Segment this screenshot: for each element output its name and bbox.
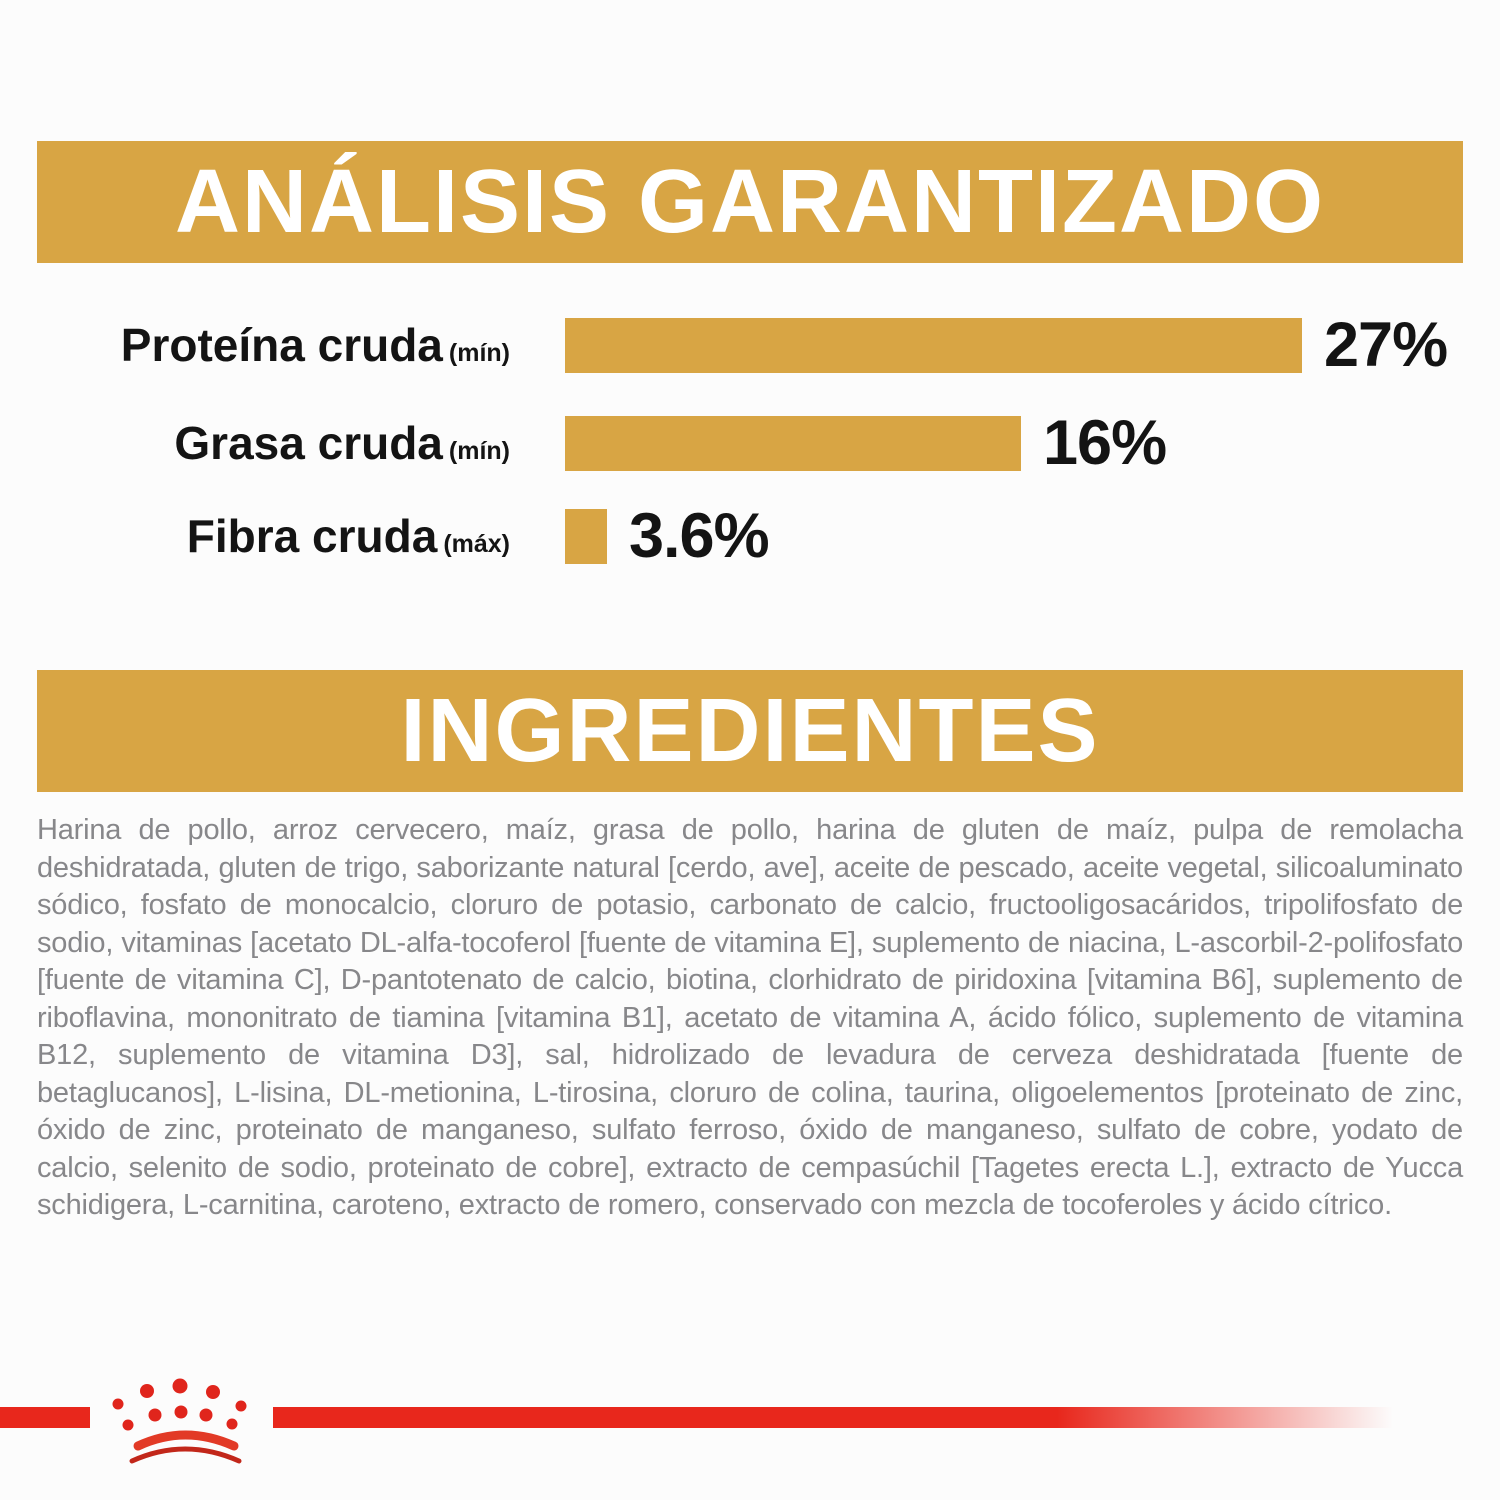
ingredients-text: Harina de pollo, arroz cervecero, maíz, grasa de pollo, harina de gluten de maíz, pulpa de remolacha deshidratada, gluten de trigo, saborizante natural [cerdo, ave], aceite de pescado, aceite vegetal, silicoaluminato sódico, fosfato de monocalcio, cloruro de potasio, carbonato de calcio, fructooligosacáridos, tripolifosfato de sodio, vitaminas [acetato DL-alfa-tocoferol [fuente de vitamina E], suplemento de niacina, L-ascorbil-2-polifosfato [fuente de vitamina C], D-pantotenato de calcio, biotina, clorhidrato de piridoxina [vitamina B6], suplemento de riboflavina, mononitrato de tiamina [vitamina B1], acetato de vitamina A, ácido fólico, suplemento de vitamina B12, suplemento de vitamina D3], sal, hidrolizado de levadura de cerveza deshidratada [fuente de betaglucanos], L-lisina, DL-metionina, L-tirosina, cloruro de colina, taurina, oligoelementos [proteinato de zinc, óxido de zinc, proteinato de manganeso, sulfato ferroso, óxido de manganeso, sulfato de cobre, yodato de calcio, selenito de sodio, proteinato de cobre], extracto de cempasúchil [Tagetes erecta L.], extracto de Yucca schidigera, L-carnitina, caroteno, extracto de romero, conservado con mezcla de tocoferoles y ácido cítrico. <box>37 814 1463 1221</box>
footer-rule-right <box>273 1407 1393 1428</box>
fiber-qualifier: (máx) <box>443 530 510 558</box>
analysis-banner <box>37 141 1463 263</box>
fiber-label-text: Fibra cruda <box>186 510 438 562</box>
protein-qualifier: (mín) <box>448 339 510 367</box>
fat-label <box>37 416 510 470</box>
fiber-bar <box>565 509 607 564</box>
analysis-title: ANÁLISIS GARANTIZADO <box>175 151 1325 252</box>
fat-value: 16% <box>1043 408 1167 478</box>
protein-bar <box>565 318 1302 373</box>
fat-bar <box>565 416 1021 471</box>
royal-canin-crown-icon <box>108 1376 264 1468</box>
fat-label-text: Grasa cruda <box>174 417 443 469</box>
fiber-label <box>37 509 510 563</box>
footer-rule-left <box>0 1407 90 1428</box>
analysis-row-protein <box>37 310 1463 380</box>
protein-label <box>37 318 510 372</box>
fiber-value: 3.6% <box>629 501 769 571</box>
fat-qualifier: (mín) <box>448 437 510 465</box>
analysis-row-fiber <box>37 501 1463 571</box>
protein-label-text: Proteína cruda <box>120 319 443 371</box>
analysis-row-fat <box>37 408 1463 478</box>
ingredients-title: INGREDIENTES <box>400 680 1100 781</box>
protein-value: 27% <box>1324 310 1448 380</box>
ingredients-banner <box>37 670 1463 792</box>
